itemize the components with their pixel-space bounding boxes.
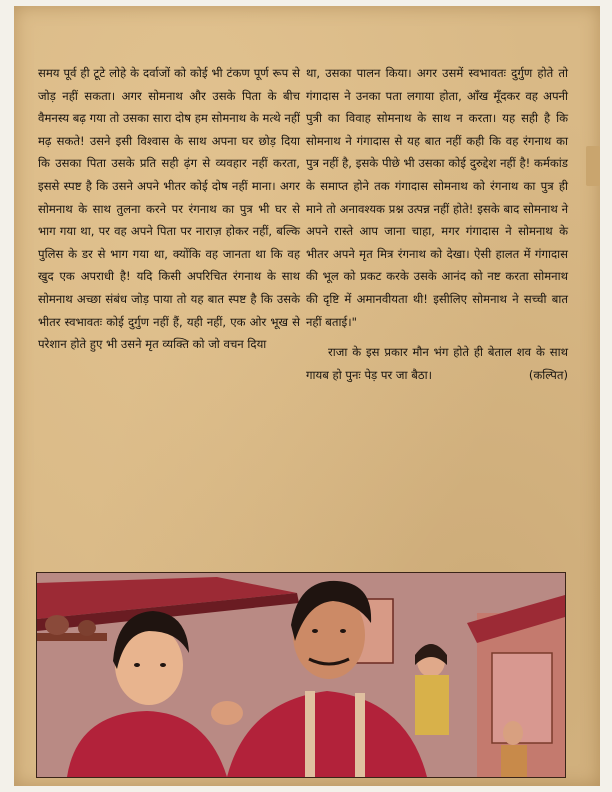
clay-pot — [78, 620, 96, 636]
left-text-column — [38, 62, 300, 356]
clay-pot — [45, 615, 69, 635]
story-credit: (कल्पित) — [528, 367, 568, 382]
right-paragraph-1: था, उसका पालन किया। अगर उसमें स्वभावतः दुर्गुण होते तो गंगादास ने उनका पता लगाया होता, आँख मूँदकर वह अपनी पुत्री का विवाह सोमनाथ के साथ न करता। यह सही है कि सोमनाथ ने गंगादास से यह बात नहीं कही कि वह रंगनाथ का पुत्र नहीं है, इसके पीछे भी उसका कोई दुरुद्देश नहीं है! कर्मकांड के समाप्त होने तक गंगादास सोमनाथ को रंगनाथ का पुत्र ही माने तो अनावश्यक प्रश्न उत्पन्न नहीं होते! इसके बाद सोमनाथ ने अपने रास्ते आप जाना चाहा, मगर गंगादास ने सोमनाथ के भीतर अपने मृत मित्र रंगनाथ को देखा। ऐसी हालत में गंगादास की भूल को प्रकट करके उसके आनंद को नष्ट करता सोमनाथ की दृष्टि में अमानवीयता थी! इसीलिए सोमनाथ ने सच्ची बात नहीं बताई।" — [306, 66, 568, 329]
right-paragraph-2 — [306, 341, 568, 386]
left-paragraph: समय पूर्व ही टूटे लोहे के दर्वाजों को कोई भी टंकण पूर्ण रूप से जोड़ नहीं सकता। अगर सोमनाथ और उसके पिता के बीच वैमनस्य बढ़ गया तो उसका सारा दोष हम सोमनाथ के मत्थे नहीं मढ़ सकते! उसने इसी विश्वास के साथ अपना घर छोड़ दिया कि उसका पिता उसके प्रति सही ढ़ंग से व्यवहार नहीं करता, इससे स्पष्ट है कि उसने अपने भीतर कोई दोष नहीं माना। अगर सोमनाथ के साथ तुलना करने पर रंगनाथ का पुत्र भी घर से भाग गया था, पर वह अपने पिता पर नाराज़ होकर नहीं, बल्कि पुलिस के डर से भाग गया था, क्योंकि वह जानता था कि वह खुद एक अपराधी है! यदि किसी अपरिचित रंगनाथ के साथ सोमनाथ अच्छा संबंध जोड़ पाया तो यह बात स्पष्ट है कि उसके भीतर स्वभावतः कोई दुर्गुण नहीं हैं, यही नहीं, एक ओर भूख से परेशान होते हुए भी उसने मृत व्यक्ति को जो वचन दिया — [38, 66, 300, 352]
boy-eye — [134, 663, 140, 667]
closing-sentence: राजा के इस प्रकार मौन भंग होते ही बेताल शव के साथ गायब हो पुनः पेड़ पर जा बैठा। — [306, 345, 568, 382]
man-eye — [340, 629, 346, 633]
shelf — [37, 633, 107, 641]
man-eye — [312, 629, 318, 633]
woman-sari — [415, 675, 449, 735]
shawl — [355, 693, 365, 777]
right-text-column — [306, 62, 568, 386]
child-face — [503, 721, 523, 745]
page-edge-mark — [586, 146, 600, 186]
story-illustration — [36, 572, 566, 778]
child-body — [501, 745, 527, 777]
hand — [211, 701, 243, 725]
book-page — [14, 6, 600, 786]
shawl — [305, 691, 315, 777]
illustration-drawing — [37, 573, 565, 777]
boy-eye — [160, 663, 166, 667]
